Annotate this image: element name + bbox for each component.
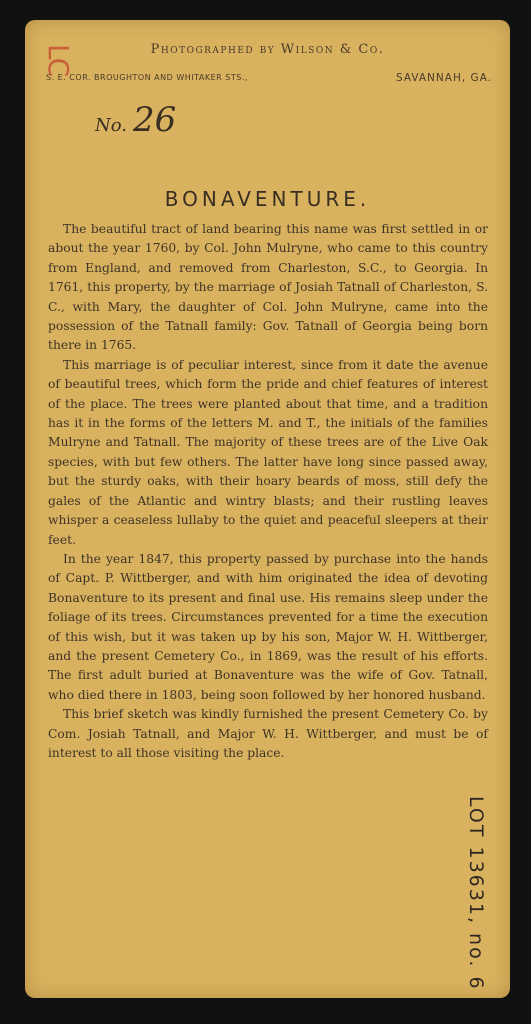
- paragraph: In the year 1847, this property passed by purchase into the hands of Capt. P. Wittberger, and with him originated the idea of devoting Bonaventure to its present and final use. His remains sleep under the foliage of its trees. Circumstances prevented for a time the execution of this wish, but it was taken up by his son, Major W. H. Wittberger, and the present Cemetery Co., in 1869, was the result of his efforts. The first adult buried at Bonaventure was the wife of Gov. Tatnall, who died there in 1803, being soon followed by her honored husband.: [48, 551, 488, 702]
- document-title: BONAVENTURE.: [164, 187, 371, 211]
- studio-city: SAVANNAH, GA.: [395, 72, 492, 84]
- card-number: [95, 100, 176, 140]
- paragraph: The beautiful tract of land bearing this name was first settled in or about the year 1760, by Col. John Mulryne, who came to this country from England, and removed from Charleston, S.C., to Georgia. In 1761, this property, by the marriage of Josiah Tatnall of Charleston, S. C., with Mary, the daughter of Col. John Mulryne, came into the possession of the Tatnall family: Gov. Tatnall of Georgia being born there in 1765.: [48, 222, 488, 353]
- paragraph: This brief sketch was kindly furnished the present Cemetery Co. by Com. Josiah Tatnall, and Major W. H. Wittberger, and must be of interest to all those visiting the place.: [48, 707, 488, 760]
- collection-stamp: LC: [42, 44, 75, 76]
- card-number-label: No.: [95, 115, 127, 136]
- paragraph: This marriage is of peculiar interest, since from it date the avenue of beautiful trees, which form the pride and chief features of interest of the place. The trees were planted about that time, and a tradition has it in the forms of the letters M. and T., the initials of the families Mulryne and Tatnall. The majority of these trees are of the Live Oak species, with but few others. The latter have long since passed away, but the sturdy oaks, with their hoary beards of moss, still defy the gales of the Atlantic and wintry blasts; and their rustling leaves whisper a ceaseless lullaby to the quiet and peaceful sleepers at their feet.: [48, 357, 488, 547]
- document-card: [25, 20, 510, 998]
- document-body: [48, 220, 488, 763]
- handwritten-lot-note: LOT 13631, no. 6: [465, 796, 487, 991]
- studio-name: Photographed by Wilson & Co.: [150, 42, 385, 57]
- studio-address: S. E. COR. BROUGHTON AND WHITAKER STS.,: [46, 73, 248, 82]
- card-number-value: 26: [133, 100, 177, 140]
